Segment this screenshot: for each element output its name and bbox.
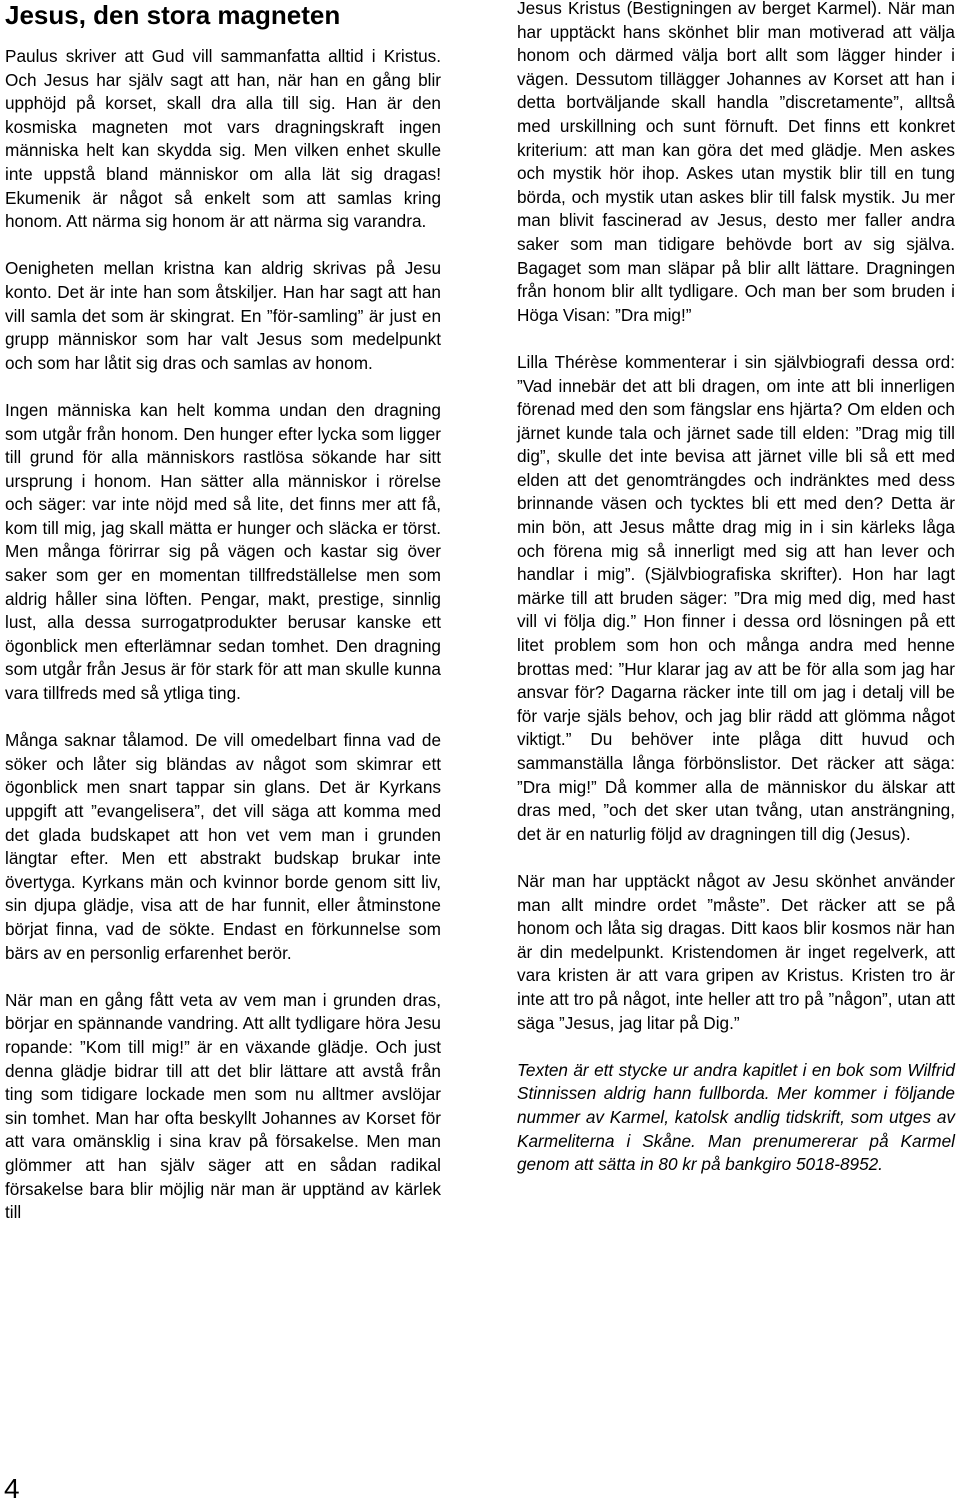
paragraph: Paulus skriver att Gud vill sammanfatta alltid i Kristus. Och Jesus har själv sagt att han, när han en gång blir upphöjd på korset, skall dra alla till sig. Han är den kosmiska magneten mot vars dragningskraft ingen människa helt kan skydda sig. Men vilken enhet skulle inte uppstå bland människor om alla lät sig dragas! Ekumenik är något så enkelt som att samlas kring honom. Att närma sig honom är att närma sig varandra. [5, 46, 441, 232]
paragraph: Lilla Thérèse kommenterar i sin självbiografi dessa ord: ”Vad innebär det att bli dragen, om inte att bli innerligen förenad med den som fängslar ens hjärta? Om elden och järnet kunde tala och järnet sade till elden: ”Drag mig till dig”, skulle det inte bevisa att järnet ville bli så ett med elden att det genomträngdes och indränktes med dess brinnande väsen och tycktes bli ett med den? Detta är min bön, att Jesus måtte drag mig in i sin kärleks låga och förena mig så innerligt med sig att han lever och handlar i mig”. (Självbiografiska skrifter). Hon har lagt märke till att bruden säger: ”Dra mig med dig, med hast vill vi följa dig.” Hon finner i dessa ord lösningen på ett litet problem som hon och många andra med henne brottas med: ”Hur klarar jag av att be för alla som jag har ansvar för? Dagarna räcker inte till om jag i detalj vill be för varje själs behov, och jag blir rädd att glömma något viktigt.” Du behöver inte plåga ditt huvud och sammanställa långa förbönslistor. Det räcker att säga: ”Dra mig!” Då kommer alla de människor du älskar att dras med, ”och det sker utan tvång, utan ansträngning, det är en naturlig följd av dragningen till dig (Jesus). [517, 351, 955, 844]
paragraph: Många saknar tålamod. De vill omedelbart finna vad de söker och låter sig bländas av något som skimrar ett ögonblick men snart tappar sin glans. Det är Kyrkans uppgift att ”evangelisera”, det vill säga att komma med det glada budskapet att hon vet vem man i grunden längtar efter. Men ett abstrakt budskap brukar inte övertyga. Kyrkans män och kvinnor borde genom sitt liv, sin djupa glädje, visa att de har funnit, eller åtminstone börjat finna, vad de sökte. Endast en förkunnelse som bärs av en personlig erfarenhet berör. [5, 730, 441, 963]
article-title: Jesus, den stora magneten [5, 0, 341, 30]
source-note: Texten är ett stycke ur andra kapitlet i en bok som Wilfrid Stinnissen aldrig hann fullborda. Mer kommer i följande nummer av Karmel, katolsk andlig tidskrift, som utges av Karmeliterna i Skåne. Man prenumererar på Karmel genom att sätta in 80 kr på bankgiro 5018-8952. [517, 1059, 955, 1175]
paragraph: När man en gång fått veta av vem man i grunden dras, börjar en spännande vandring. Att allt tydligare höra Jesu ropande: ”Kom till mig!” är en växande glädje. Och just denna glädje bidrar till att det blir lättare att avstå från ting som tidigare lockade men som nu alltmer avslöjar sin tomhet. Man har ofta beskyllt Johannes av Korset för att vara omänsklig i sina krav på försakelse. Men man glömmer att han själv säger att en sådan radikal försakelse bara blir möjlig när man är upptänd av kärlek till [5, 989, 441, 1223]
paragraph: Oenigheten mellan kristna kan aldrig skrivas på Jesu konto. Det är inte han som åtskiljer. Han har sagt att han vill samla det som är skingrat. En ”för-samling” är just en grupp människor som har valt Jesus som medelpunkt och som har låtit sig dras och samlas av honom. [5, 258, 441, 373]
paragraph: Jesus Kristus (Bestigningen av berget Karmel). När man har upptäckt hans skönhet blir man motiverad att välja honom och därmed välja bort allt som lägger hinder i vägen. Dessutom tillägger Johannes av Korset att han i detta bortväljande skall handla ”discretamente”, alltså med urskillning och sunt förnuft. Det finns ett konkret kriterium: att man kan göra det med glädje. Men askes och mystik hör ihop. Askes utan mystik blir till en tung börda, och mystik utan askes blir till falsk mystik. Ju mer man blivit fascinerad av Jesus, desto mer faller andra saker som man tidigare behövde bort av sig själva. Bagaget som man släpar på blir allt lättare. Dragningen från honom blir allt tydligare. Och man ber som bruden i Höga Visan: ”Dra mig!” [517, 0, 955, 325]
paragraph: När man har upptäckt något av Jesu skönhet använder man allt mindre ordet ”måste”. Det räcker att se på honom och låta sig dragas. Ditt kaos blir kosmos när han är din medelpunkt. Kristendomen är inget regelverk, att vara kristen är att vara gripen av Kristus. Kristen tro är inte att tro på något, inte heller att tro på ”någon”, utan att säga ”Jesus, jag litar på Dig.” [517, 870, 955, 1033]
right-column [517, 0, 955, 1200]
paragraph: Ingen människa kan helt komma undan den dragning som utgår från honom. Den hunger efter lycka som ligger till grund för alla människors rastlösa sökande har sitt ursprung i honom. Han sätter alla människor i rörelse och säger: var inte nöjd med så lite, det finns mer att få, kom till mig, jag skall mätta er hunger och släcka er törst. Men många förirrar sig på vägen och kastar sig över saker som ger en momentan tillfredställelse men som aldrig håller sina löften. Pengar, makt, prestige, sinnlig lust, alla dessa surrogatprodukter berusar kanske ett ögonblick men efterlämnar sedan tomhet. Den dragning som utgår från Jesus är för stark för att man skulle kunna vara tillfreds med så ytliga ting. [5, 399, 441, 704]
left-column [5, 0, 441, 1248]
page-number: 4 [4, 1473, 20, 1504]
